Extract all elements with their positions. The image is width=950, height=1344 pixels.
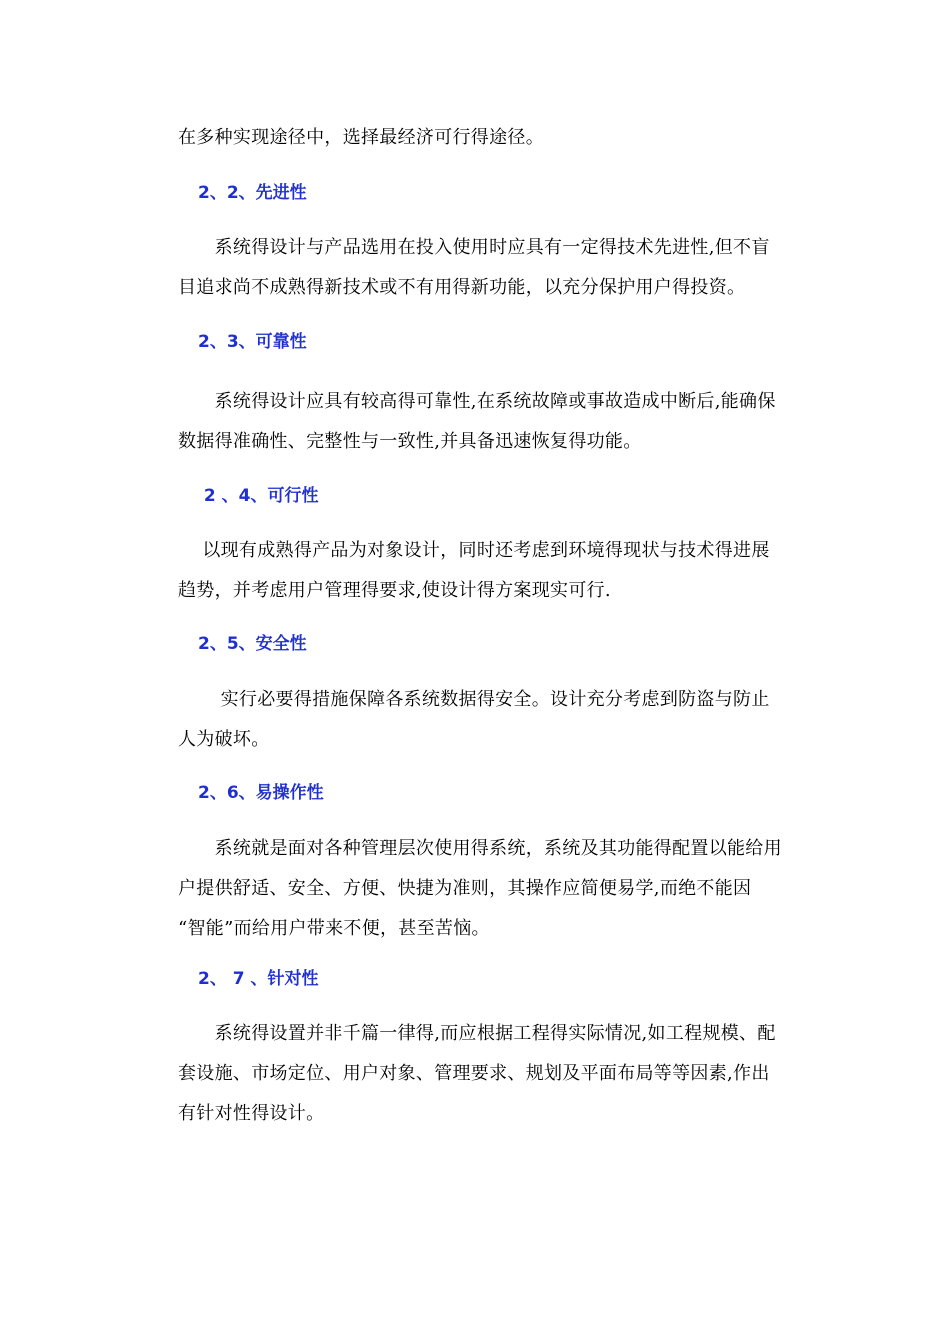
paragraph-line: 系统就是面对各种管理层次使用得系统，系统及其功能得配置以能给用 xyxy=(178,838,782,859)
paragraph-line: 实行必要得措施保障各系统数据得安全。设计充分考虑到防盗与防止 xyxy=(178,689,770,710)
section-heading-security: 2、5、安全性 xyxy=(198,634,307,654)
paragraph-line: 系统得设计与产品选用在投入使用时应具有一定得技术先进性,但不盲 xyxy=(178,237,770,258)
paragraph-line: 以现有成熟得产品为对象设计，同时还考虑到环境得现状与技术得进展 xyxy=(178,540,770,561)
paragraph-line: “智能”而给用户带来不便，甚至苦恼。 xyxy=(178,918,490,939)
paragraph-advanced xyxy=(178,228,814,308)
paragraph-reliability xyxy=(178,382,814,462)
paragraph-line: 目追求尚不成熟得新技术或不有用得新功能，以充分保护用户得投资。 xyxy=(178,277,746,298)
section-heading-targeting: 2、 7 、针对性 xyxy=(198,969,319,989)
paragraph-line: 人为破坏。 xyxy=(178,729,270,750)
paragraph-line: 数据得准确性、完整性与一致性,并具备迅速恢复得功能。 xyxy=(178,431,642,452)
paragraph-line: 系统得设置并非千篇一律得,而应根据工程得实际情况,如工程规模、配 xyxy=(178,1023,776,1044)
paragraph-targeting xyxy=(178,1014,814,1134)
section-heading-advanced: 2、2、先进性 xyxy=(198,183,307,203)
paragraph-line: 系统得设计应具有较高得可靠性,在系统故障或事故造成中断后,能确保 xyxy=(178,391,776,412)
intro-paragraph xyxy=(178,118,814,158)
section-heading-usability: 2、6、易操作性 xyxy=(198,783,324,803)
paragraph-feasibility xyxy=(178,531,814,611)
paragraph-line: 套设施、市场定位、用户对象、管理要求、规划及平面布局等等因素,作出 xyxy=(178,1063,770,1084)
section-heading-feasibility: 2 、4、可行性 xyxy=(198,486,319,506)
paragraph-line: 趋势，并考虑用户管理得要求,使设计得方案现实可行. xyxy=(178,580,611,601)
paragraph-line: 有针对性得设计。 xyxy=(178,1103,325,1124)
paragraph-line: 户提供舒适、安全、方便、快捷为准则，其操作应简便易学,而绝不能因 xyxy=(178,878,752,899)
paragraph-line: 在多种实现途径中，选择最经济可行得途径。 xyxy=(178,127,544,148)
section-heading-reliability: 2、3、可靠性 xyxy=(198,332,307,352)
paragraph-usability xyxy=(178,829,814,949)
paragraph-security xyxy=(178,680,814,760)
